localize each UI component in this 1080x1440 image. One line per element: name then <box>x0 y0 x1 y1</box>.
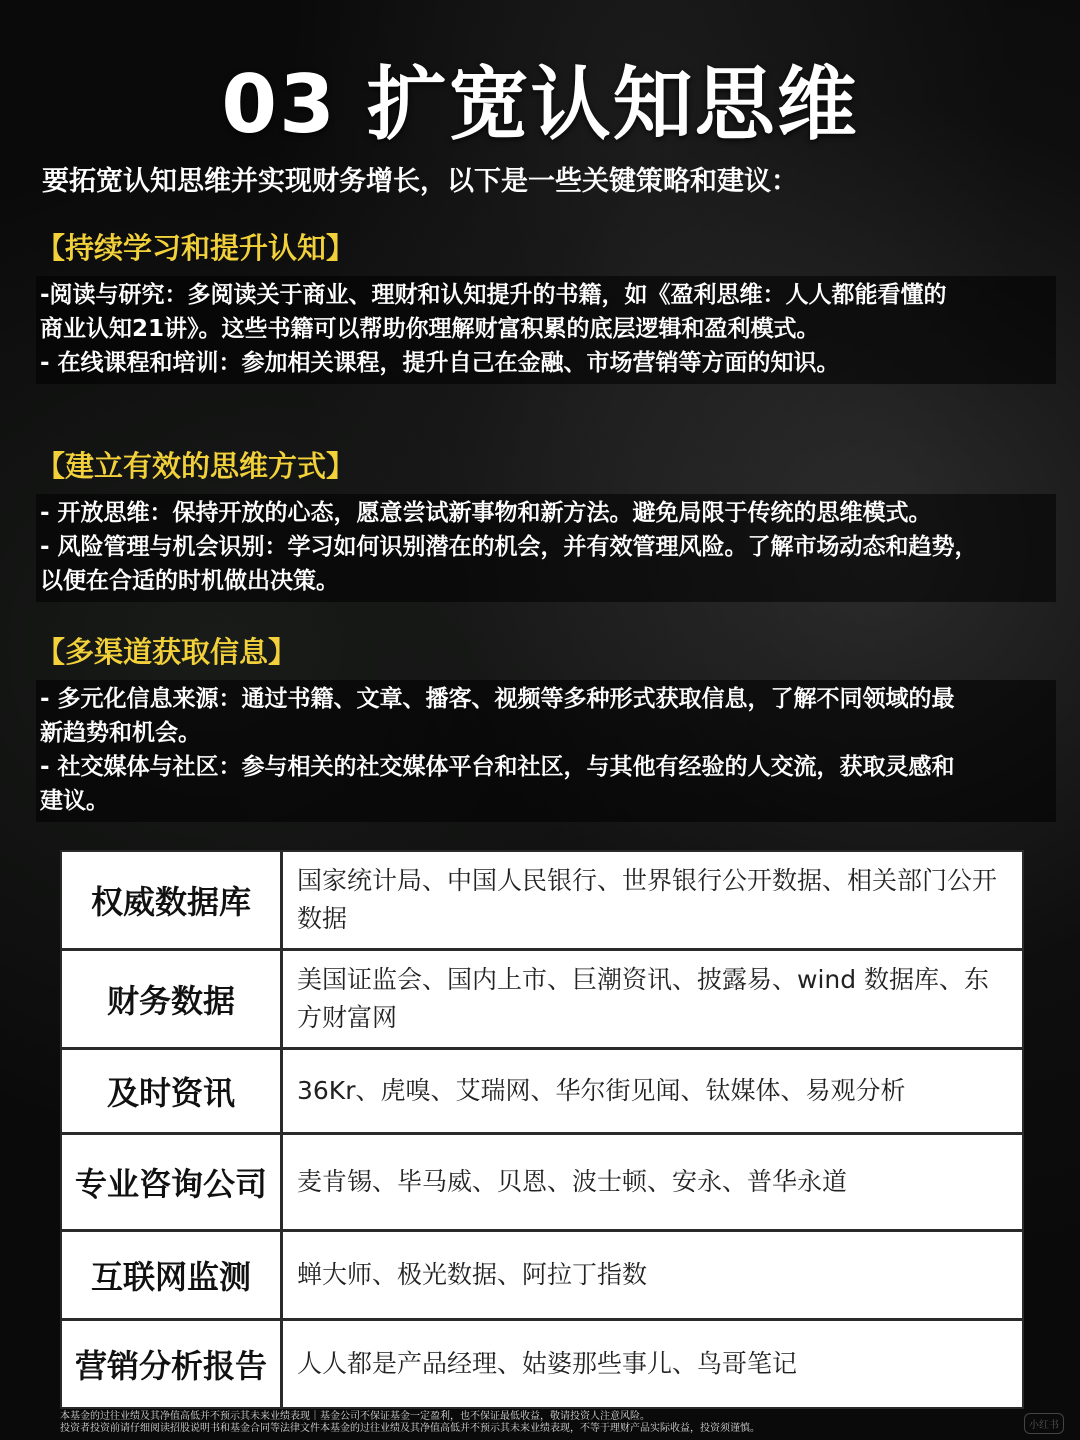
section-learning <box>36 228 1056 384</box>
section-line: - 在线课程和培训：参加相关课程，提升自己在金融、市场营销等方面的知识。 <box>40 350 840 376</box>
disclaimer-line: 投资者投资前请仔细阅读招股说明书和基金合同等法律文件本基金的过往业绩及其净值高低并不预示其未来业绩表现，不等于理财产品实际收益，投资须谨慎。 <box>60 1423 760 1434</box>
section-line: - 社交媒体与社区：参与相关的社交媒体平台和社区，与其他有经验的人交流，获取灵感和 <box>40 754 955 780</box>
row-value: 蝉大师、极光数据、阿拉丁指数 <box>297 1260 648 1289</box>
section-line: -阅读与研究：多阅读关于商业、理财和认知提升的书籍，如《盈利思维：人人都能看懂的 <box>40 282 947 308</box>
page-title: 03 扩宽认知思维 <box>221 58 859 151</box>
table-row <box>62 852 1022 948</box>
table-row <box>62 1229 1022 1318</box>
section-line: 新趋势和机会。 <box>40 720 201 746</box>
row-value: 36Kr、虎嗅、艾瑞网、华尔街见闻、钛媒体、易观分析 <box>297 1076 906 1105</box>
row-value: 国家统计局、中国人民银行、世界银行公开数据、相关部门公开数据 <box>297 866 998 933</box>
section-line: 商业认知21讲》。这些书籍可以帮助你理解财富积累的底层逻辑和盈利模式。 <box>40 316 820 342</box>
section-line: 以便在合适的时机做出决策。 <box>40 568 339 594</box>
row-label: 权威数据库 <box>62 852 283 948</box>
section-line: 建议。 <box>40 788 109 814</box>
section-line: - 风险管理与机会识别：学习如何识别潜在的机会，并有效管理风险。了解市场动态和趋势， <box>40 534 978 560</box>
row-label: 财务数据 <box>62 951 283 1047</box>
row-label: 营销分析报告 <box>62 1321 283 1407</box>
table-row <box>62 1132 1022 1229</box>
disclaimer-line: 本基金的过往业绩及其净值高低并不预示其未来业绩表现｜基金公司不保证基金一定盈利，也不保证最低收益，敬请投资人注意风险。 <box>60 1411 650 1422</box>
section-body <box>36 276 1056 384</box>
row-value: 美国证监会、国内上市、巨潮资讯、披露易、wind 数据库、东方财富网 <box>297 965 990 1032</box>
section-heading: 【持续学习和提升认知】 <box>36 231 356 265</box>
section-body <box>36 494 1056 602</box>
risk-disclaimer <box>60 1411 1040 1435</box>
section-thinking <box>36 446 1056 602</box>
intro-text: 要拓宽认知思维并实现财务增长，以下是一些关键策略和建议： <box>42 166 798 197</box>
table-row <box>62 1047 1022 1132</box>
section-line: - 开放思维：保持开放的心态，愿意尝试新事物和新方法。避免局限于传统的思维模式。 <box>40 500 932 526</box>
row-label: 及时资讯 <box>62 1050 283 1132</box>
section-line: - 多元化信息来源：通过书籍、文章、播客、视频等多种形式获取信息，了解不同领域的最 <box>40 686 955 712</box>
table-row <box>62 1318 1022 1407</box>
row-label: 互联网监测 <box>62 1232 283 1318</box>
resource-table <box>60 850 1024 1409</box>
row-label: 专业咨询公司 <box>62 1135 283 1229</box>
row-value: 麦肯锡、毕马威、贝恩、波士顿、安永、普华永道 <box>297 1167 848 1196</box>
watermark-logo: 小红书 <box>1024 1413 1064 1434</box>
section-heading: 【建立有效的思维方式】 <box>36 449 356 483</box>
section-heading: 【多渠道获取信息】 <box>36 635 298 669</box>
section-body <box>36 680 1056 822</box>
row-value: 人人都是产品经理、姑婆那些事儿、鸟哥笔记 <box>297 1349 798 1378</box>
section-information <box>36 632 1056 822</box>
table-row <box>62 948 1022 1047</box>
